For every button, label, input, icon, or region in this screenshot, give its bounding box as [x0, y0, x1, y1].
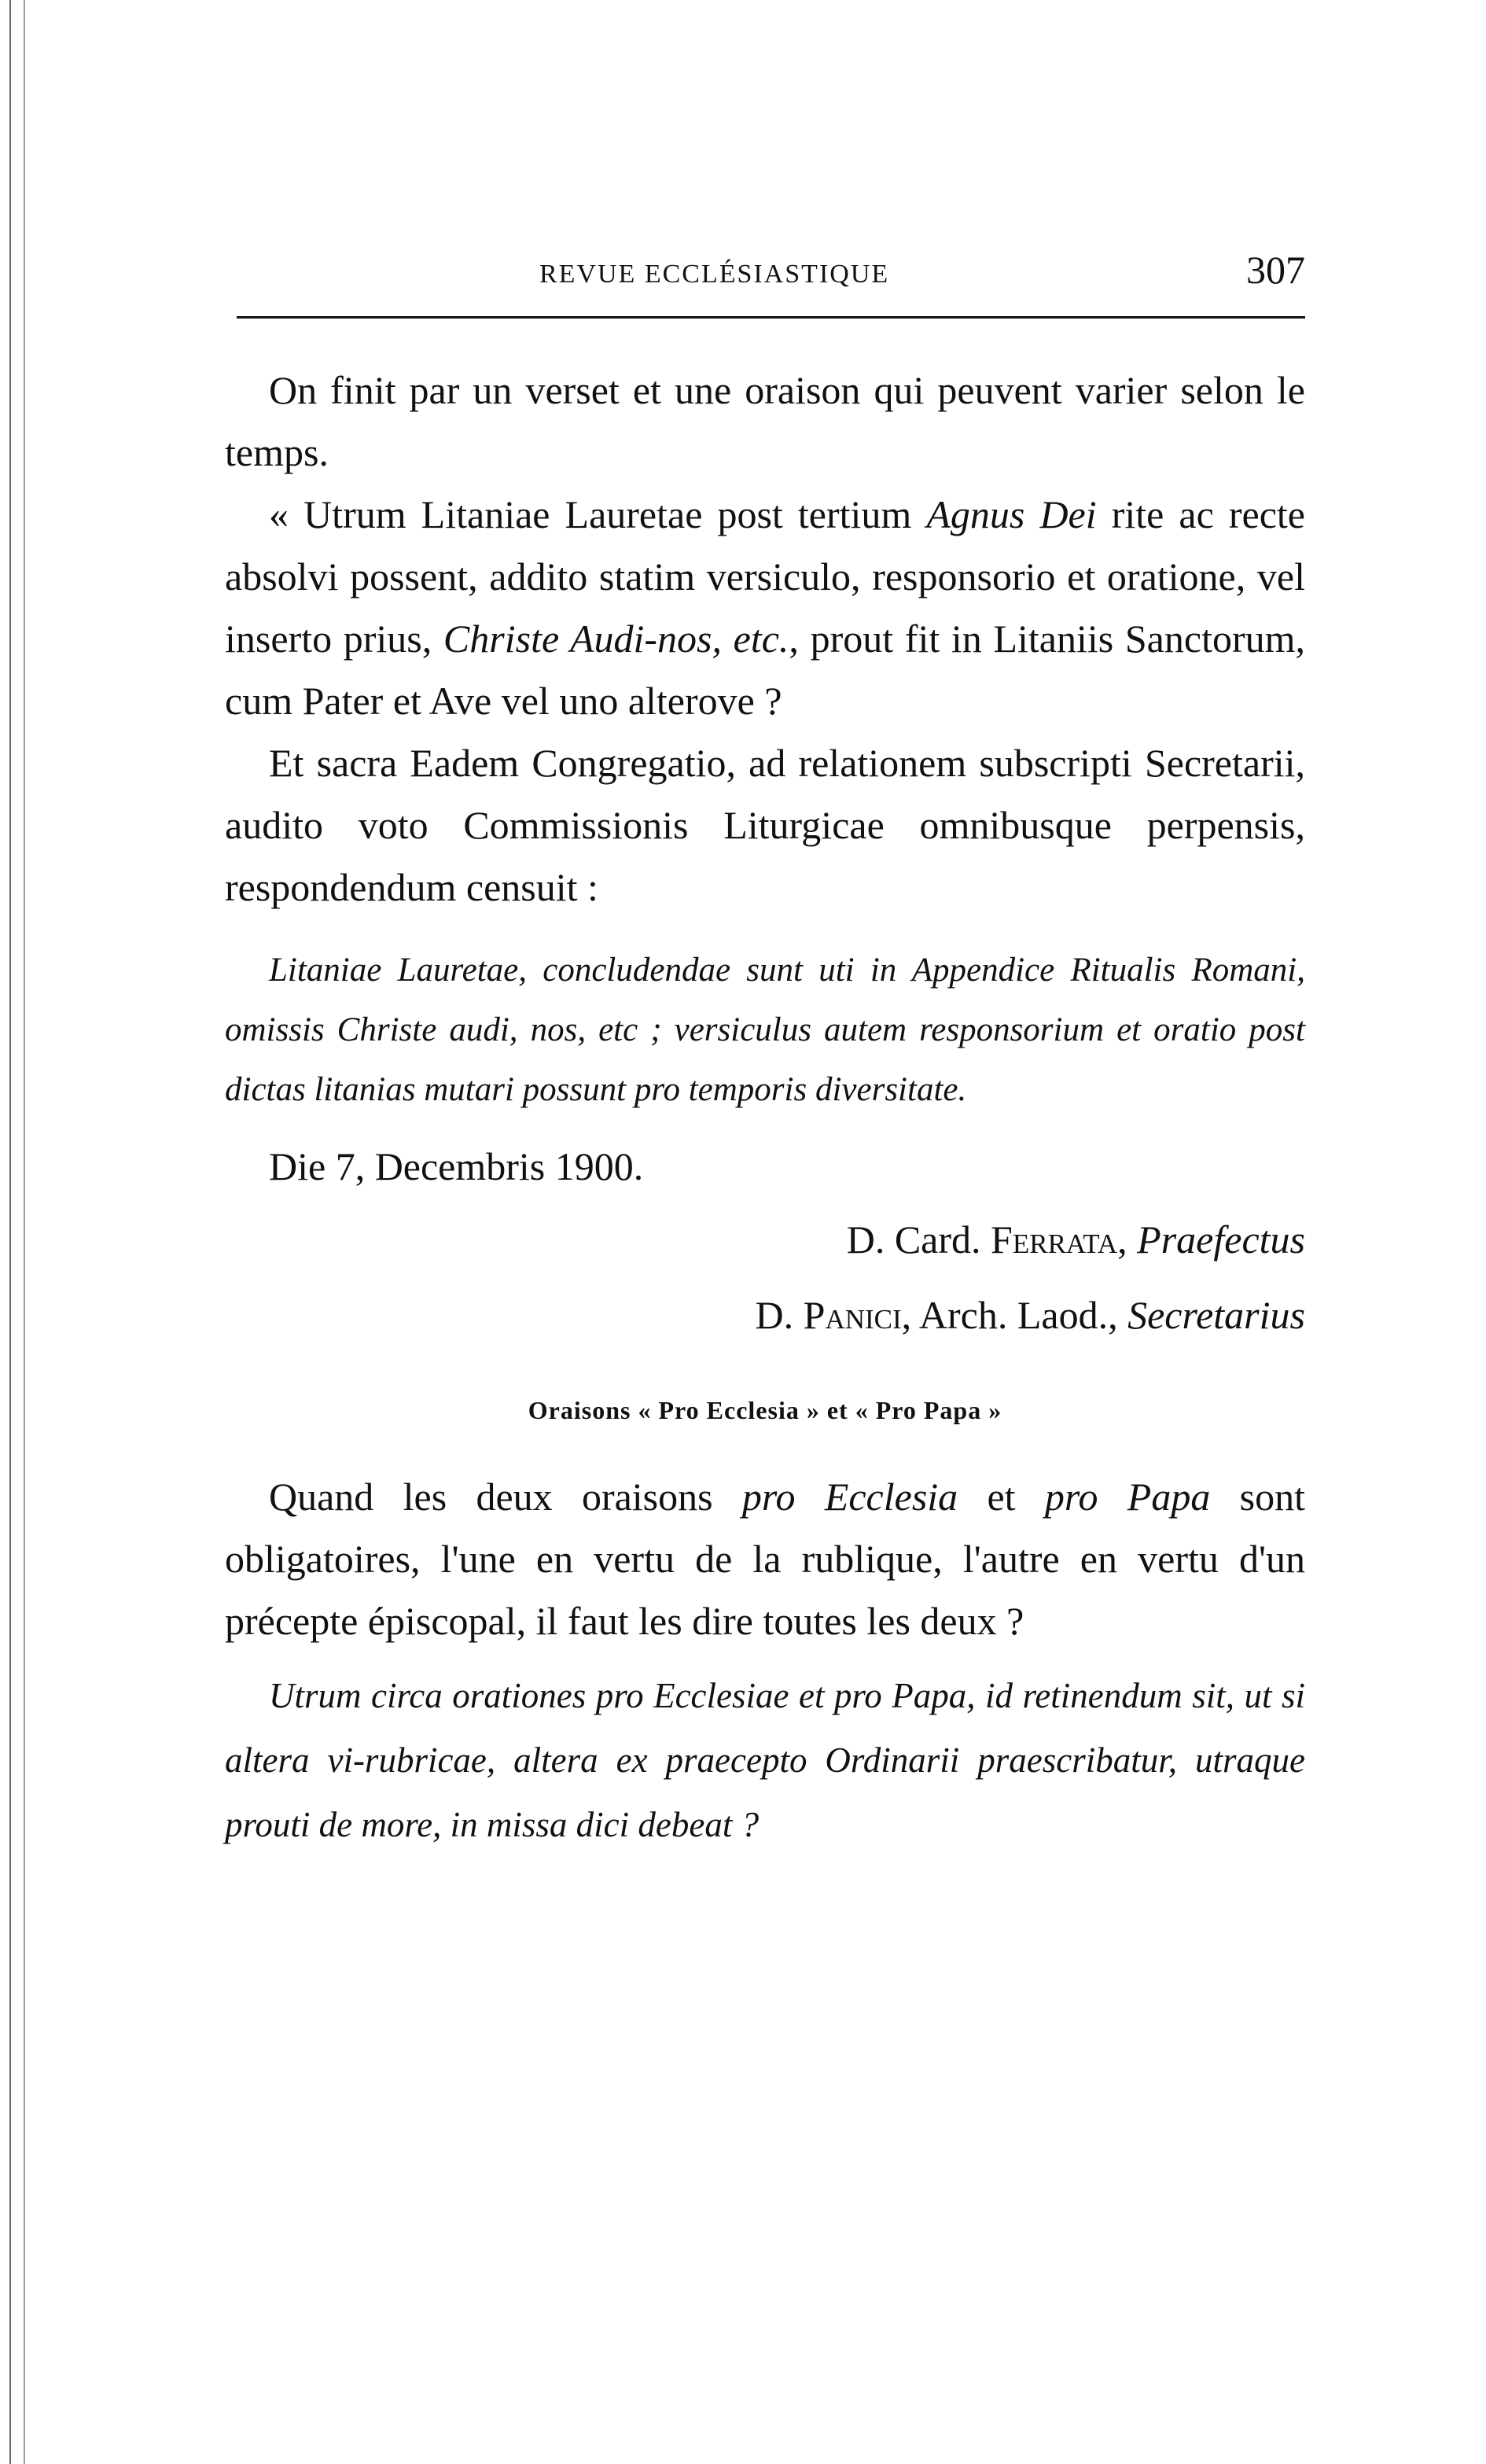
signature-secretary-title: Secretarius	[1127, 1293, 1305, 1337]
running-header	[225, 236, 1305, 307]
signature-secretary-middle: , Arch. Laod.,	[901, 1293, 1128, 1337]
signature-prefect-name: Ferrata	[991, 1217, 1118, 1261]
decree-date: Die 7, Decembris 1900.	[269, 1144, 644, 1188]
question-italic-agnus-dei: Agnus Dei	[926, 492, 1097, 536]
question-litanies	[225, 484, 1305, 732]
oraisons-text-3: sont obligatoires, l'une en vertu de la rublique, l'autre en vertu d'un précepte épiscopal, il faut les dire toutes les deux ?	[225, 1475, 1305, 1643]
question-text-2: rite ac recte absolvi possent, addito statim versiculo, responsorio et oratione, vel inserto prius,	[225, 492, 1305, 661]
section-heading: Oraisons « Pro Ecclesia » et « Pro Papa »	[528, 1396, 1002, 1424]
page-edge-line-left	[9, 0, 11, 2464]
paragraph-oraisons	[225, 1466, 1305, 1652]
question-text-3: , prout fit in Litaniis Sanctorum, cum Pater et Ave vel uno alterove ?	[225, 617, 1305, 723]
signature-prefect-title: Praefectus	[1137, 1217, 1305, 1261]
page-edge-line-inner	[24, 0, 25, 2464]
header-rule	[237, 316, 1305, 319]
oraisons-text-1: Quand les deux oraisons	[269, 1475, 742, 1519]
oraisons-text-2: et	[958, 1475, 1045, 1519]
question-italic-christe: Christe Audi-nos, etc.	[443, 617, 789, 661]
document-page	[225, 236, 1305, 1857]
question-text-1: « Utrum Litaniae Lauretae post tertium	[269, 492, 927, 536]
question-latin-block	[225, 1663, 1305, 1857]
oraisons-italic-pro-papa: pro Papa	[1044, 1475, 1211, 1519]
paragraph-congregatio: Et sacra Eadem Congregatio, ad relationem subscripti Secretarii, audito voto Commissionis Liturgicae omnibusque perpensis, respondendum censuit :	[225, 741, 1305, 909]
signature-secretary	[225, 1281, 1305, 1349]
signature-prefect: D. Card. Ferrata, Praefectus	[846, 1217, 1305, 1261]
signature-secretary-prefix: D.	[755, 1293, 804, 1337]
decree-text: Litaniae Lauretae, concludendae sunt uti in Appendice Ritualis Romani, omissis Christe audi, nos, etc ; versiculus autem responsorium et oratio post dictas litanias mutari possunt pro temporis diversitate.	[225, 952, 1305, 1108]
running-title: REVUE ECCLÉSIASTIQUE	[539, 260, 890, 289]
paragraph-intro: On finit par un verset et une oraison qui peuvent varier selon le temps.	[225, 368, 1305, 474]
oraisons-italic-pro-ecclesia: pro Ecclesia	[741, 1475, 958, 1519]
signature-secretary-name: Panici	[803, 1293, 902, 1337]
question-latin-text: Utrum circa orationes pro Ecclesiae et pro Papa, id retinendum sit, ut si altera vi-rubricae, altera ex praecepto Ordinarii praescribatur, utraque prouti de more, in missa dici debeat ?	[225, 1676, 1305, 1844]
signature-prefect-prefix: D. Card.	[846, 1217, 991, 1261]
decree-block	[225, 941, 1305, 1120]
page-number: 307	[1246, 248, 1305, 292]
